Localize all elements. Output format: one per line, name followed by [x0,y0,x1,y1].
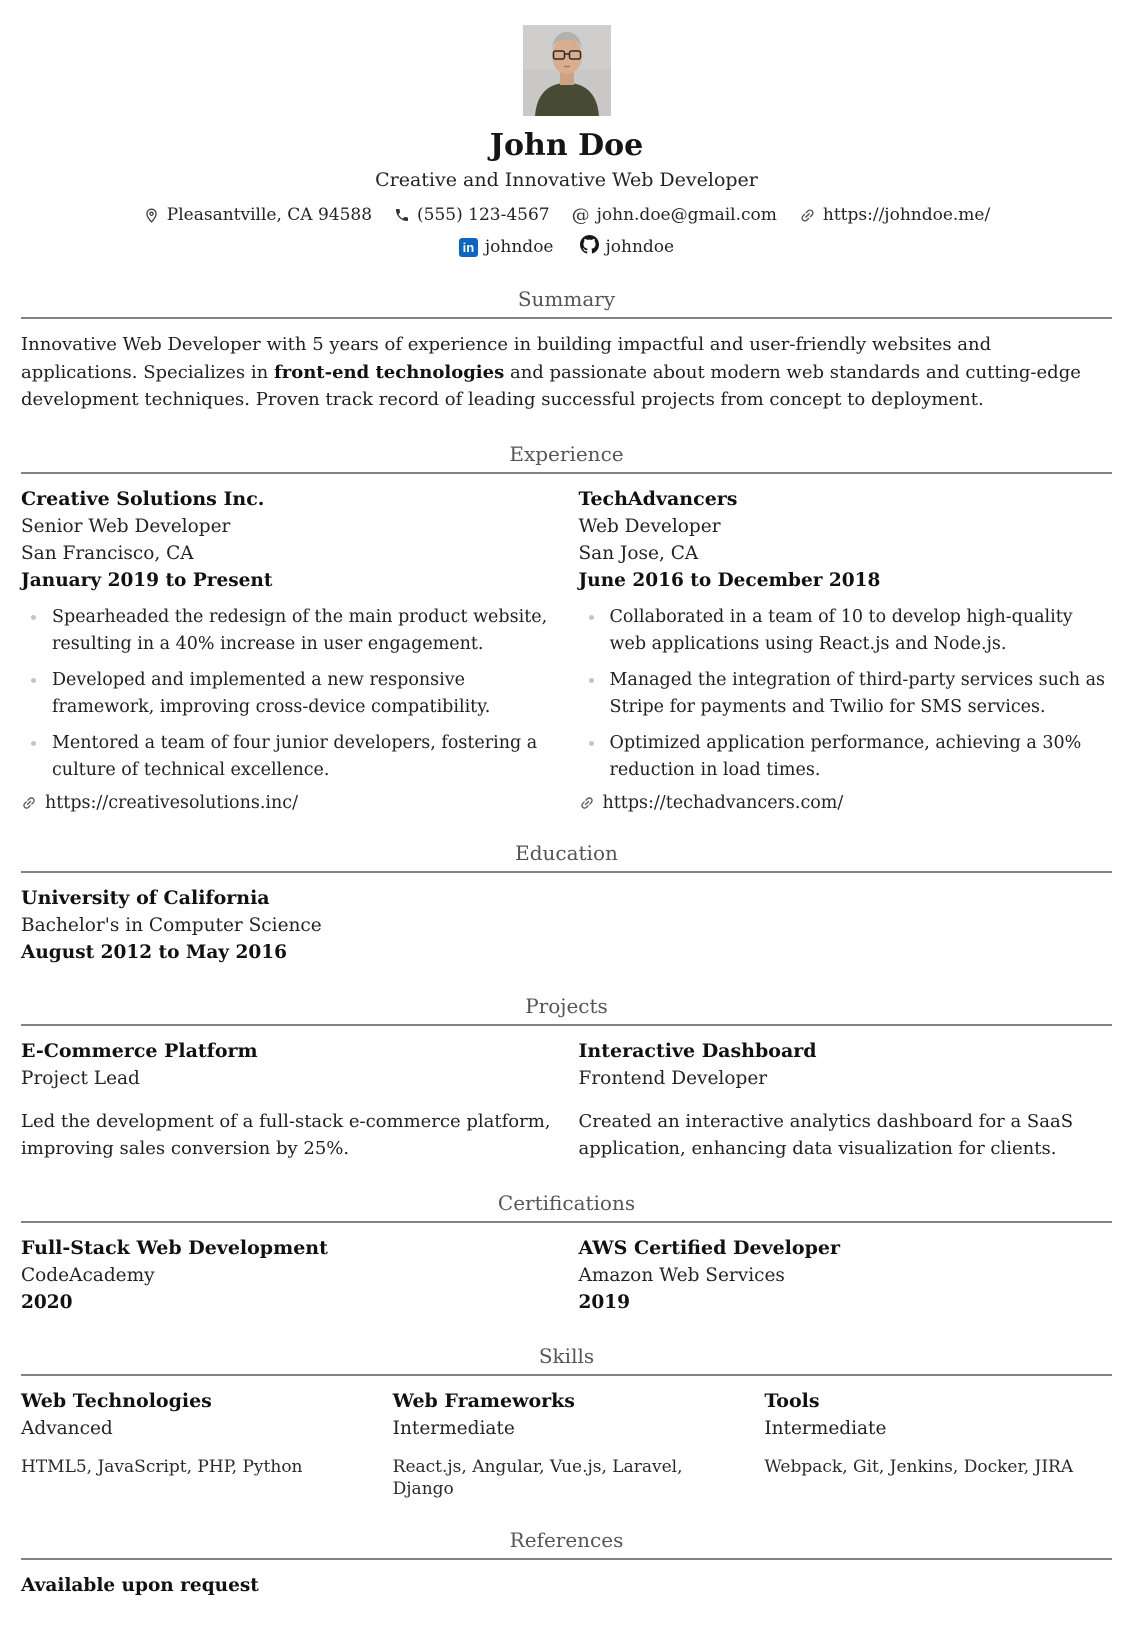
list-item: Optimized application performance, achieving a 30% reduction in load times. [579,730,1113,784]
project-item [579,1038,1113,1163]
education-dates: August 2012 to May 2016 [21,941,287,963]
company-url-row [21,793,555,813]
github-icon [580,235,599,259]
project-item [21,1038,555,1163]
location-pin-icon [143,207,160,224]
section-summary [21,287,1112,414]
skill-keywords: React.js, Angular, Vue.js, Laravel, Django [392,1456,683,1499]
certification-name: Full-Stack Web Development [21,1236,328,1259]
section-references [21,1528,1112,1599]
project-role: Frontend Developer [578,1067,768,1089]
experience-job [21,486,555,813]
contact-website [799,205,990,225]
job-location: San Francisco, CA [21,542,194,564]
list-item: Developed and implemented a new responsive framework, improving cross-device compatibility. [21,667,555,721]
email-text[interactable]: john.doe@gmail.com [596,205,777,225]
list-item: Collaborated in a team of 10 to develop high-quality web applications using React.js and Node.js. [579,604,1113,658]
skill-group-name: Web Frameworks [392,1389,576,1412]
skill-group [21,1388,369,1500]
link-icon [18,791,41,814]
skill-level: Advanced [21,1417,113,1439]
list-item: Managed the integration of third-party services such as Stripe for payments and Twilio for SMS services. [579,667,1113,721]
skill-group-name: Tools [764,1389,820,1412]
social-row [21,235,1112,259]
skill-group-name: Web Technologies [21,1389,212,1412]
skill-level: Intermediate [764,1417,887,1439]
github-handle: johndoe [605,237,675,257]
at-sign-icon: @ [571,204,590,226]
company-url[interactable]: https://creativesolutions.inc/ [45,792,298,813]
summary-heading: Summary [21,287,1112,319]
location-text: Pleasantville, CA 94588 [166,205,373,225]
degree: Bachelor's in Computer Science [21,914,322,936]
certification-issuer: Amazon Web Services [578,1264,785,1286]
bullet-dot-icon [589,615,594,620]
skill-level: Intermediate [392,1417,515,1439]
linkedin-handle: johndoe [484,237,554,257]
linkedin-icon: in [459,238,478,257]
section-certifications [21,1191,1112,1316]
skills-heading: Skills [21,1344,1112,1376]
certifications-heading: Certifications [21,1191,1112,1223]
institution-name: University of California [21,886,270,909]
contact-phone [394,205,550,225]
company-name: TechAdvancers [578,487,738,510]
phone-icon [394,207,410,223]
summary-text-after: and passionate about modern web standards and cutting-edge development techniques. Proven track record of leading successful projects from concept to deployment. [21,361,1081,410]
section-education [21,841,1112,966]
summary-paragraph [21,331,1112,414]
project-role: Project Lead [21,1067,140,1089]
skill-group [764,1388,1112,1500]
section-projects [21,994,1112,1163]
project-name: E-Commerce Platform [21,1039,258,1062]
github-profile[interactable] [580,235,675,259]
job-highlights [579,604,1113,784]
person-name: John Doe [489,128,644,163]
certification-issuer: CodeAcademy [21,1264,155,1286]
certification-year: 2019 [578,1291,630,1313]
website-text[interactable]: https://johndoe.me/ [822,205,991,225]
company-url[interactable]: https://techadvancers.com/ [602,792,844,813]
link-icon [795,203,819,227]
resume-header [21,25,1112,259]
bullet-dot-icon [589,678,594,683]
job-highlights [21,604,555,784]
experience-heading: Experience [21,442,1112,474]
bullet-dot-icon [31,615,36,620]
phone-text: (555) 123-4567 [417,205,550,225]
list-item: Spearheaded the redesign of the main product website, resulting in a 40% increase in user engagement. [21,604,555,658]
job-location: San Jose, CA [578,542,699,564]
portrait-photo-graphic [523,25,611,116]
job-position: Web Developer [578,515,721,537]
certification-year: 2020 [21,1291,73,1313]
link-icon [575,791,598,814]
contact-row [21,205,1112,225]
job-dates: January 2019 to Present [21,569,273,591]
bullet-dot-icon [31,678,36,683]
profile-photo [523,25,611,116]
skill-group [393,1388,741,1500]
bullet-dot-icon [31,741,36,746]
section-experience [21,442,1112,813]
contact-location [143,205,372,225]
skill-keywords: HTML5, JavaScript, PHP, Python [21,1456,303,1477]
education-item [21,885,555,966]
list-item: Mentored a team of four junior developers, fostering a culture of technical excellence. [21,730,555,784]
section-skills [21,1344,1112,1500]
skill-keywords: Webpack, Git, Jenkins, Docker, JIRA [764,1456,1074,1477]
references-heading: References [21,1528,1112,1560]
education-heading: Education [21,841,1112,873]
company-url-row [579,793,1113,813]
projects-heading: Projects [21,994,1112,1026]
project-name: Interactive Dashboard [578,1039,817,1062]
person-headline: Creative and Innovative Web Developer [375,169,758,191]
project-description: Led the development of a full-stack e-commerce platform, improving sales conversion by 25%. [21,1110,551,1159]
job-dates: June 2016 to December 2018 [578,569,881,591]
job-position: Senior Web Developer [21,515,231,537]
certification-name: AWS Certified Developer [578,1236,840,1259]
certification-item [579,1235,1113,1316]
company-name: Creative Solutions Inc. [21,487,265,510]
references-text: Available upon request [21,1574,259,1596]
linkedin-profile[interactable] [459,237,554,257]
bullet-dot-icon [589,741,594,746]
certification-item [21,1235,555,1316]
experience-job [579,486,1113,813]
project-description: Created an interactive analytics dashboard for a SaaS application, enhancing data visualization for clients. [578,1110,1074,1159]
contact-email [572,205,777,225]
summary-text-bold: front-end technologies [273,361,505,383]
summary-text-before: Innovative Web Developer with 5 years of experience in building impactful and user-friendly websites and applications. Specializes in [21,334,992,383]
